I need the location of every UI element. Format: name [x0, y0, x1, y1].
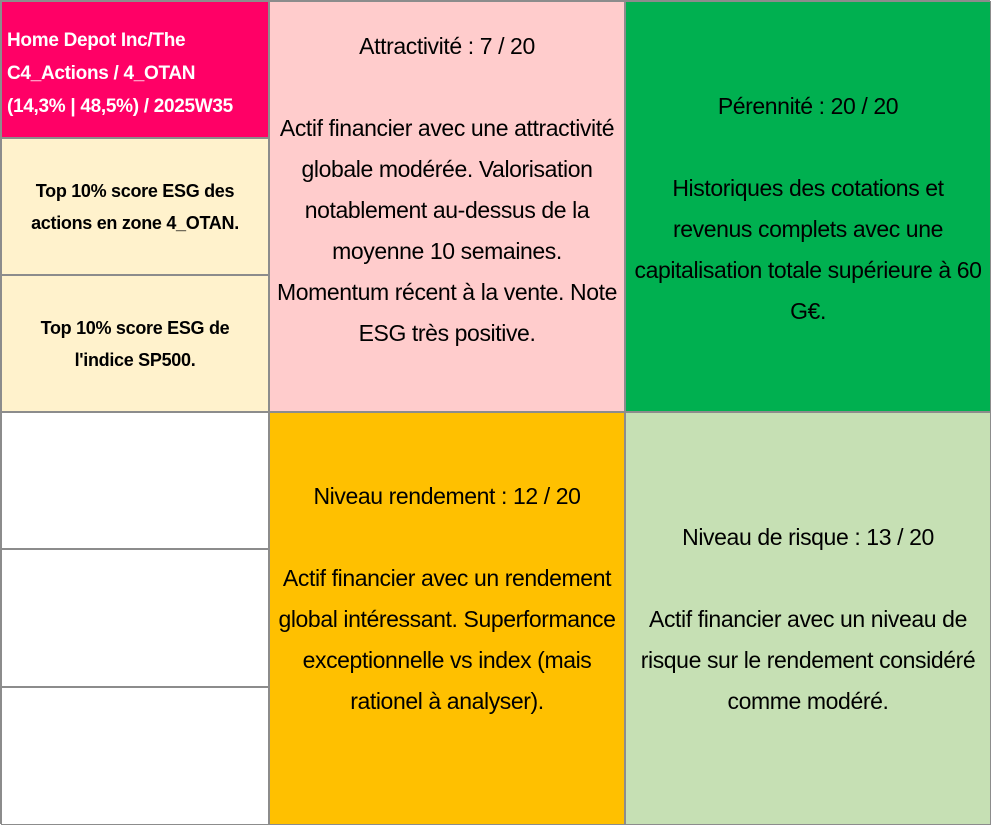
esg-zone-cell [1, 138, 269, 275]
perennite-description: Historiques des cotations et revenus complets avec une capitalisation totale supérieure à 60 G€. [634, 175, 982, 324]
perennite-panel [625, 1, 991, 412]
esg-index-text: Top 10% score ESG de l'indice SP500. [40, 317, 230, 370]
rendement-panel [269, 412, 625, 825]
empty-cell [1, 549, 269, 687]
empty-cell [1, 687, 269, 825]
asset-title-block [1, 1, 269, 138]
risque-description: Actif financier avec un niveau de risque sur le rendement considéré comme modéré. [640, 606, 976, 714]
asset-name: Home Depot Inc/The [7, 30, 186, 51]
esg-index-cell [1, 275, 269, 412]
empty-cell [1, 412, 269, 549]
perennite-heading: Pérennité : 20 / 20 [717, 93, 899, 119]
risque-heading: Niveau de risque : 13 / 20 [682, 524, 934, 550]
attractivite-panel [269, 1, 625, 412]
attractivite-heading: Attractivité : 7 / 20 [359, 33, 535, 59]
attractivite-description: Actif financier avec une attractivité globale modérée. Valorisation notablement au-dessus de la moyenne 10 semaines. Momentum récent à la vente. Note ESG très positive. [276, 115, 618, 346]
rendement-heading: Niveau rendement : 12 / 20 [313, 483, 581, 509]
esg-zone-text: Top 10% score ESG des actions en zone 4_OTAN. [31, 180, 239, 233]
asset-period: (14,3% | 48,5%) / 2025W35 [7, 96, 233, 117]
asset-category: C4_Actions / 4_OTAN [7, 63, 196, 84]
rendement-description: Actif financier avec un rendement global intéressant. Superformance exceptionnelle vs index (mais rationel à analyser). [278, 565, 616, 714]
risque-panel [625, 412, 991, 825]
